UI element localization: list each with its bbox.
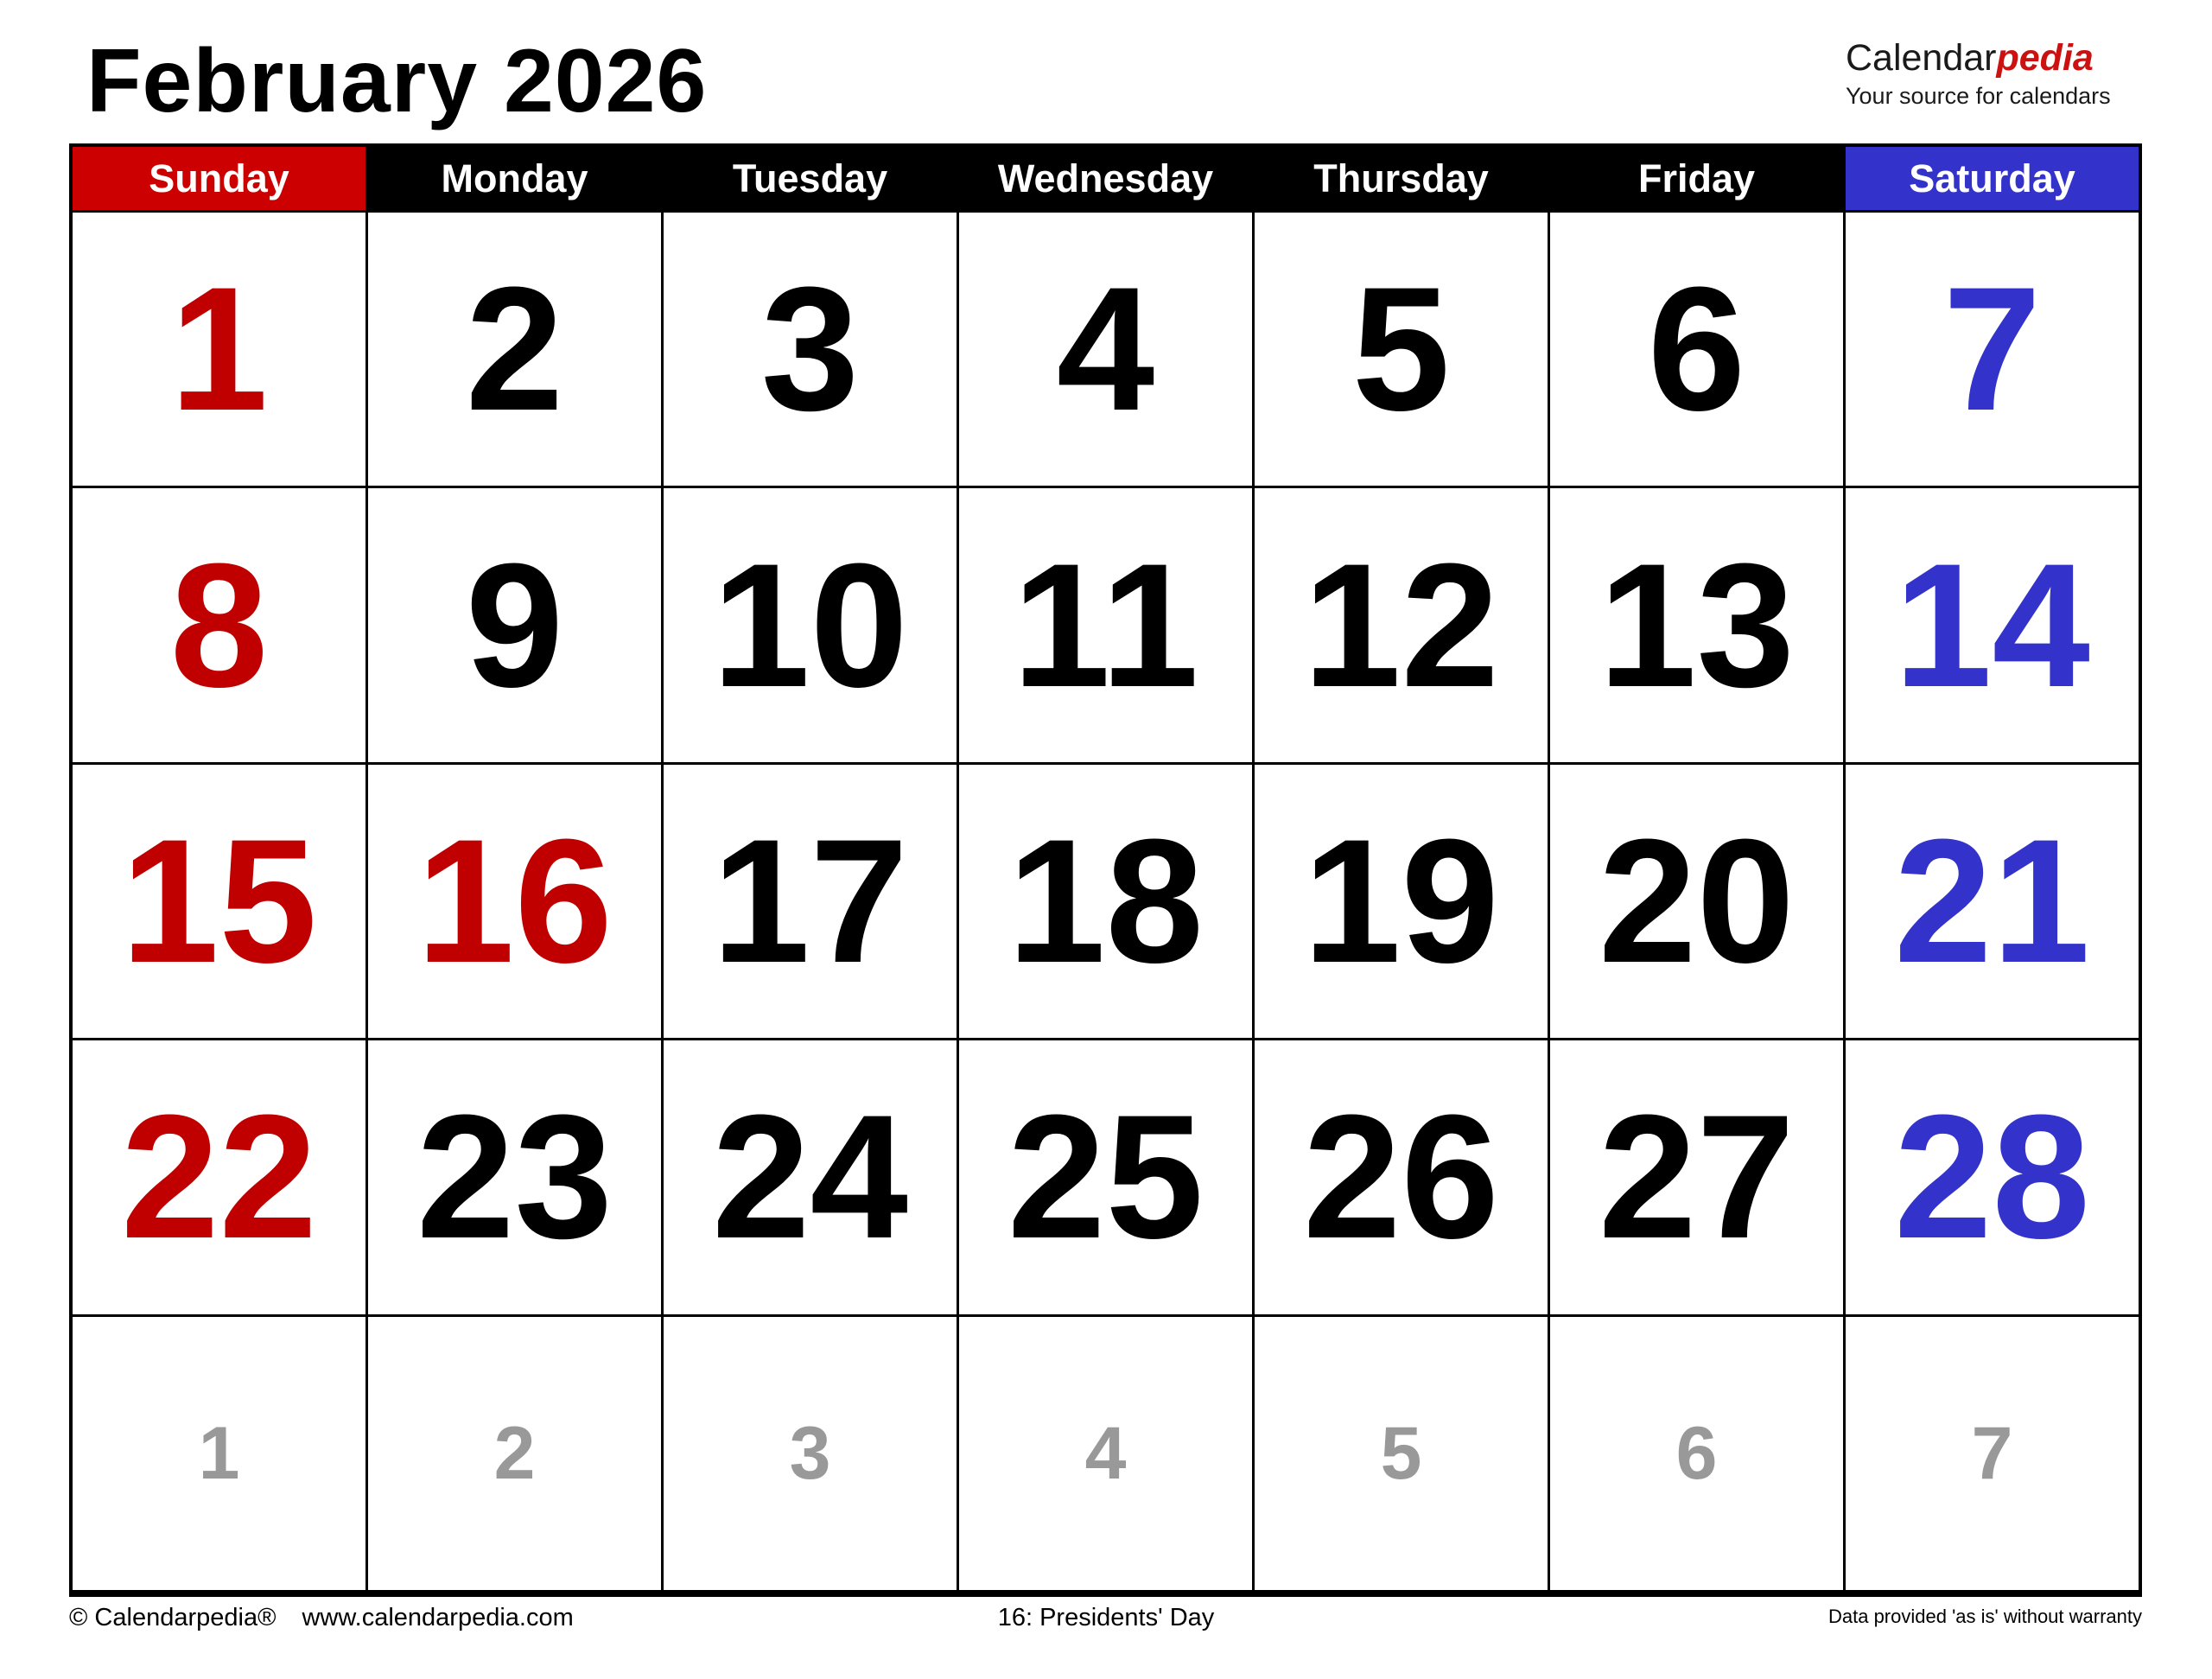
day-cell: 12: [1255, 488, 1548, 761]
day-cell: 7: [1846, 213, 2139, 486]
day-cell: 8: [73, 488, 365, 761]
footer-disclaimer: Data provided 'as is' without warranty: [1827, 1606, 2142, 1627]
page-title: February 2026: [86, 31, 708, 131]
day-cell: 2: [368, 213, 661, 486]
day-cell: 11: [959, 488, 1252, 761]
day-cell: 20: [1550, 765, 1843, 1038]
logo-brand: [1846, 37, 2111, 79]
website-url[interactable]: www.calendarpedia.com: [302, 1604, 574, 1631]
day-cell: 4: [959, 213, 1252, 486]
weekday-header-sunday: Sunday: [73, 147, 365, 210]
day-cell: 15: [73, 765, 365, 1038]
calendar-grid: [69, 143, 2142, 1597]
next-month-day-cell: 2: [368, 1317, 661, 1590]
day-cell: 22: [73, 1040, 365, 1313]
day-cell: 27: [1550, 1040, 1843, 1313]
logo-brand-red: pedia: [1996, 37, 2094, 79]
logo-tagline: Your source for calendars: [1846, 83, 2111, 109]
day-cell: 10: [664, 488, 957, 761]
day-cell: 17: [664, 765, 957, 1038]
day-cell: 24: [664, 1040, 957, 1313]
next-month-day-cell: 7: [1846, 1317, 2139, 1590]
day-cell: 13: [1550, 488, 1843, 761]
day-cell: 23: [368, 1040, 661, 1313]
day-cell: 25: [959, 1040, 1252, 1313]
day-cell: 21: [1846, 765, 2139, 1038]
day-cell: 9: [368, 488, 661, 761]
weekday-header-monday: Monday: [368, 147, 661, 210]
day-cell: 26: [1255, 1040, 1548, 1313]
day-cell: 18: [959, 765, 1252, 1038]
next-month-day-cell: 3: [664, 1317, 957, 1590]
next-month-day-cell: 5: [1255, 1317, 1548, 1590]
day-cell: 16: [368, 765, 661, 1038]
calendarpedia-logo: [1846, 37, 2111, 109]
footer-holiday-note: 16: Presidents' Day: [997, 1604, 1215, 1631]
day-cell: 6: [1550, 213, 1843, 486]
weekday-header-saturday: Saturday: [1846, 147, 2139, 210]
day-cell: 14: [1846, 488, 2139, 761]
day-cell: 3: [664, 213, 957, 486]
weekday-header-wednesday: Wednesday: [959, 147, 1252, 210]
weekday-header-thursday: Thursday: [1255, 147, 1548, 210]
day-cell: 28: [1846, 1040, 2139, 1313]
day-cell: 1: [73, 213, 365, 486]
day-cell: 5: [1255, 213, 1548, 486]
next-month-day-cell: 1: [73, 1317, 365, 1590]
next-month-day-cell: 4: [959, 1317, 1252, 1590]
next-month-day-cell: 6: [1550, 1317, 1843, 1590]
weekday-header-friday: Friday: [1550, 147, 1843, 210]
weekday-header-tuesday: Tuesday: [664, 147, 957, 210]
logo-brand-black: Calendar: [1846, 37, 1997, 79]
copyright-text: © Calendarpedia®: [69, 1604, 276, 1631]
day-cell: 19: [1255, 765, 1548, 1038]
